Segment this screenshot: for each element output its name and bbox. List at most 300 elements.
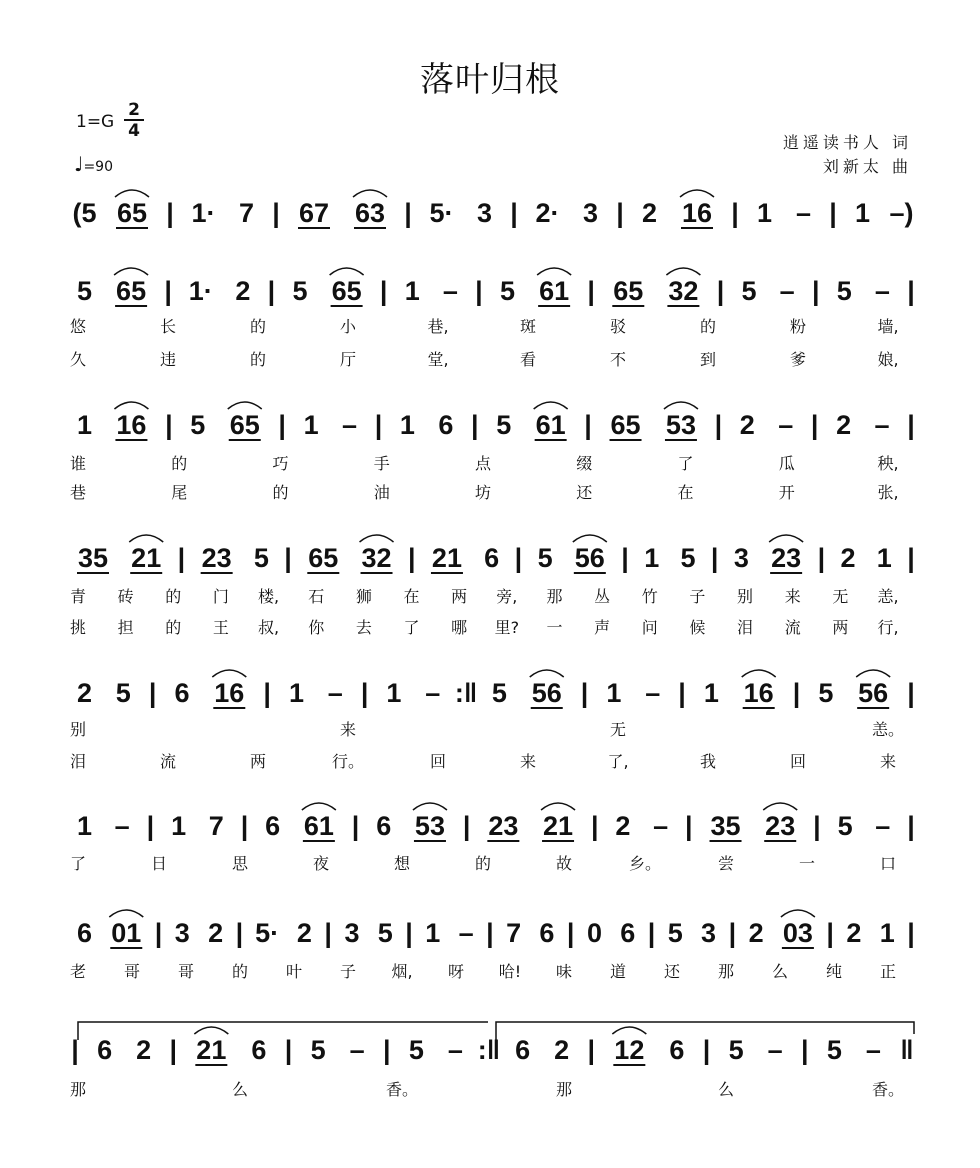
time-signature-top: 2 <box>124 101 144 121</box>
barline: | <box>374 410 383 440</box>
lyric-syllable: 楼, <box>258 587 280 606</box>
notation-line <box>0 193 980 233</box>
lyric-syllable: 去 <box>355 618 372 637</box>
note-group: – <box>778 410 794 440</box>
note-group: – <box>865 1035 881 1065</box>
note-group: 61 <box>539 276 570 306</box>
note-group: – <box>645 678 661 708</box>
barline: | <box>486 918 494 948</box>
note-group: 3 <box>582 198 599 228</box>
note-group: 6 <box>484 543 500 573</box>
note-group: 6 <box>251 1035 267 1065</box>
note-group: 7 <box>506 918 522 948</box>
note-group: 67 <box>298 198 330 228</box>
tempo-value: =90 <box>83 159 113 175</box>
note-group: 1 <box>404 276 420 306</box>
barline: | <box>811 276 820 306</box>
lyric-syllable: 来 <box>519 752 537 771</box>
barline: | <box>462 811 471 841</box>
lyric-syllable: 担 <box>117 618 134 637</box>
lyric-syllable: 子 <box>339 962 357 981</box>
notation-line <box>0 405 980 445</box>
lyric-syllable: 么 <box>231 1080 249 1099</box>
note-group: – <box>447 1035 463 1065</box>
note-group: 1 <box>703 678 719 708</box>
lyric-syllable: 驳 <box>609 317 627 336</box>
lyric-syllable: 违 <box>159 350 177 369</box>
note-group: 32 <box>361 543 392 573</box>
note-group: 1· <box>188 276 213 306</box>
lyric-syllable: 叔, <box>258 618 280 637</box>
note-group: 5 <box>667 918 683 948</box>
note-group: 23 <box>488 811 519 841</box>
note-group: 6 <box>539 918 555 948</box>
note-group: 6 <box>669 1035 685 1065</box>
lyric-syllable: 的 <box>231 962 249 981</box>
barline: | <box>404 198 412 228</box>
note-group: 1 <box>606 678 622 708</box>
barline: | <box>702 1035 711 1065</box>
note-group: 7 <box>208 811 224 841</box>
lyric-syllable: 道 <box>609 962 627 981</box>
lyric-syllable: 堂, <box>427 350 449 369</box>
note-group: 1 <box>76 811 93 841</box>
note-group: 2 <box>235 276 251 306</box>
lyric-syllable: 了 <box>677 454 694 473</box>
lyric-syllable: 故 <box>555 854 573 873</box>
barline: | <box>907 276 915 306</box>
note-group: 3 <box>476 198 493 228</box>
note-group: 2 <box>615 811 631 841</box>
note-group: 5 <box>76 276 93 306</box>
lyric-syllable: 那 <box>546 587 563 606</box>
note-group: 65 <box>116 198 148 228</box>
lyric-syllable: 爹 <box>789 350 807 369</box>
note-group: 1 <box>386 678 402 708</box>
barline: | <box>272 198 280 228</box>
barline: | <box>263 678 271 708</box>
barline: | <box>714 410 723 440</box>
lyric-syllable: 香。 <box>871 1080 905 1099</box>
note-group: 1 <box>854 198 871 228</box>
barline: :‖ <box>454 678 478 708</box>
lyric-syllable: 斑 <box>519 317 537 336</box>
lyric-syllable: 回 <box>429 752 447 771</box>
barline: | <box>800 1035 809 1065</box>
song-title: 落叶归根 <box>420 60 560 100</box>
lyric-line <box>0 348 980 372</box>
note-group: 23 <box>771 543 802 573</box>
lyric-syllable: 悠 <box>69 317 87 336</box>
lyric-syllable: 味 <box>555 962 573 981</box>
note-group: 5 <box>491 678 507 708</box>
barline: | <box>907 410 915 440</box>
note-group: 5 <box>680 543 696 573</box>
lyric-syllable: 烟, <box>391 962 413 981</box>
lyric-syllable: 哪 <box>451 618 468 637</box>
barline: | <box>907 678 915 708</box>
note-group: 5 <box>408 1035 424 1065</box>
lyric-syllable: 泪 <box>69 752 87 771</box>
lyric-syllable: 坊 <box>474 483 492 502</box>
lyric-syllable: 里? <box>494 618 520 637</box>
barline: | <box>907 918 915 948</box>
note-group: 53 <box>414 811 445 841</box>
note-group: – <box>458 918 474 948</box>
note-group: 2 <box>136 1035 152 1065</box>
barline: | <box>324 918 332 948</box>
lyric-syllable: 两 <box>249 752 267 771</box>
lyric-syllable: 巷, <box>427 317 449 336</box>
barline: | <box>817 543 826 573</box>
note-group: 3 <box>174 918 190 948</box>
lyric-syllable: 两 <box>832 618 849 637</box>
barline: :‖ <box>477 1035 501 1065</box>
note-group: 61 <box>303 811 334 841</box>
lyric-syllable: 那 <box>69 1080 87 1099</box>
lyric-syllable: 看 <box>519 350 537 369</box>
lyric-line <box>0 315 980 339</box>
lyric-syllable: 了, <box>607 752 629 771</box>
lyric-syllable: 流 <box>159 752 177 771</box>
lyric-line <box>0 960 980 984</box>
note-group: – <box>767 1035 783 1065</box>
barline: | <box>235 918 244 948</box>
lyric-line <box>0 481 980 505</box>
note-group: 23 <box>765 811 796 841</box>
lyric-syllable: 流 <box>784 618 801 637</box>
lyric-syllable: 来 <box>339 720 357 739</box>
lyric-syllable: 张, <box>877 483 899 502</box>
barline: | <box>810 410 819 440</box>
note-group: 01 <box>111 918 142 948</box>
barline: | <box>240 811 249 841</box>
note-group: 35 <box>710 811 741 841</box>
note-group: 65 <box>116 276 147 306</box>
lyric-syllable: 的 <box>165 618 182 637</box>
notation-line <box>0 538 980 578</box>
lyric-syllable: 那 <box>717 962 735 981</box>
lyric-syllable: 门 <box>212 587 229 606</box>
quarter-note-icon: ♩ <box>74 152 84 176</box>
barline: | <box>514 543 523 573</box>
lyric-syllable: 不 <box>609 350 627 369</box>
note-group: 35 <box>77 543 109 573</box>
note-group: 16 <box>116 410 147 440</box>
lyric-syllable: 石 <box>308 587 325 606</box>
lyric-syllable: 瓜 <box>778 454 795 473</box>
barline: | <box>716 276 725 306</box>
note-group: 6 <box>620 918 636 948</box>
note-group: 21 <box>196 1035 227 1065</box>
lyric-syllable: 的 <box>171 454 188 473</box>
note-group: 21 <box>431 543 462 573</box>
barline: | <box>907 811 915 841</box>
note-group: 5· <box>255 918 280 948</box>
note-group: 2 <box>846 918 862 948</box>
lyric-syllable: 丛 <box>594 587 611 606</box>
note-group: 5 <box>377 918 393 948</box>
barline: | <box>165 410 173 440</box>
lyric-line <box>0 750 980 774</box>
time-signature-bottom: 4 <box>128 121 140 141</box>
note-group: 12 <box>614 1035 645 1065</box>
lyric-syllable: 青 <box>69 587 87 606</box>
barline: | <box>169 1035 178 1065</box>
barline: | <box>164 276 172 306</box>
note-group: 2 <box>296 918 312 948</box>
barline: | <box>826 918 834 948</box>
lyric-syllable: 哥 <box>123 962 141 981</box>
note-group: 56 <box>858 678 889 708</box>
lyric-syllable: 油 <box>373 483 390 502</box>
note-group: (5 <box>72 198 97 228</box>
notation-line <box>0 913 980 953</box>
note-group: – <box>342 410 358 440</box>
lyric-syllable: 一 <box>546 618 563 637</box>
note-group: 65 <box>229 410 260 440</box>
note-group: 1 <box>879 918 895 948</box>
note-group: 65 <box>613 276 644 306</box>
note-group: 23 <box>201 543 232 573</box>
note-group: 5 <box>836 276 852 306</box>
note-group: 53 <box>665 410 696 440</box>
lyric-syllable: 了 <box>69 854 87 873</box>
note-group: 5 <box>500 276 516 306</box>
note-group: – <box>653 811 669 841</box>
lyric-syllable: 王 <box>212 618 229 637</box>
barline: | <box>685 811 693 841</box>
note-group: 1 <box>288 678 304 708</box>
lyric-syllable: 巷 <box>69 483 87 502</box>
note-group: 7 <box>238 198 255 228</box>
lyric-syllable: 我 <box>699 752 717 771</box>
lyric-syllable: 谁 <box>69 454 87 473</box>
lyric-syllable: 的 <box>474 854 492 873</box>
note-group: 3 <box>733 543 749 573</box>
lyric-syllable: 你 <box>308 618 325 637</box>
lyric-syllable: 秧, <box>877 454 899 473</box>
barline: | <box>267 276 276 306</box>
lyric-syllable: 厅 <box>339 350 357 369</box>
note-group: 1 <box>76 410 93 440</box>
note-group: 2 <box>554 1035 570 1065</box>
barline: | <box>587 276 595 306</box>
barline: | <box>379 276 388 306</box>
note-group: 63 <box>354 198 386 228</box>
lyric-syllable: 叶 <box>285 962 303 981</box>
lyric-syllable: 挑 <box>69 618 87 637</box>
note-group: 21 <box>131 543 162 573</box>
barline: | <box>148 678 157 708</box>
note-group: 1 <box>425 918 441 948</box>
lyric-syllable: 狮 <box>355 587 372 606</box>
note-group: 1 <box>171 811 187 841</box>
barline: | <box>471 410 479 440</box>
lyric-syllable: 老 <box>69 962 87 981</box>
barline: | <box>907 543 915 573</box>
note-group: 1· <box>191 198 216 228</box>
note-group: 5 <box>292 276 308 306</box>
note-group: 5 <box>728 1035 744 1065</box>
lyric-syllable: 的 <box>272 483 289 502</box>
lyric-syllable: 的 <box>699 317 717 336</box>
lyric-syllable: 在 <box>677 483 694 502</box>
note-group: 2 <box>836 410 852 440</box>
lyric-syllable: 无 <box>609 720 627 739</box>
lyric-syllable: 的 <box>165 587 182 606</box>
lyric-syllable: 香。 <box>385 1080 419 1099</box>
lyric-syllable: 回 <box>789 752 807 771</box>
lyric-line <box>0 1078 980 1102</box>
note-group: 3 <box>344 918 360 948</box>
note-group: – <box>795 198 812 228</box>
lyric-syllable: 小 <box>339 317 357 336</box>
lyric-syllable: 声 <box>594 618 611 637</box>
note-group: 1 <box>756 198 773 228</box>
note-group: 56 <box>574 543 605 573</box>
lyric-syllable: 还 <box>576 483 593 502</box>
barline: | <box>284 543 292 573</box>
lyric-syllable: 的 <box>249 350 267 369</box>
note-group: 5 <box>253 543 269 573</box>
note-group: 6 <box>376 811 392 841</box>
lyric-syllable: 乡。 <box>628 854 662 873</box>
barline: | <box>146 811 155 841</box>
lyric-syllable: 恙。 <box>871 720 905 739</box>
lyric-syllable: 泪 <box>737 618 754 637</box>
note-group: 5 <box>837 811 853 841</box>
note-group: 6 <box>265 811 281 841</box>
note-group: 5 <box>537 543 553 573</box>
lyric-line <box>0 718 980 742</box>
lyric-syllable: 行。 <box>331 752 365 771</box>
lyric-line <box>0 585 980 609</box>
lyric-syllable: 巧 <box>272 454 289 473</box>
lyric-syllable: 手 <box>373 454 390 473</box>
barline: | <box>728 918 737 948</box>
note-group: 32 <box>668 276 699 306</box>
lyric-syllable: 的 <box>249 317 267 336</box>
barline: | <box>566 918 575 948</box>
note-group: 5 <box>310 1035 326 1065</box>
note-group: – <box>779 276 795 306</box>
note-group: 21 <box>543 811 574 841</box>
note-group: 2· <box>535 198 560 228</box>
barline: | <box>587 1035 596 1065</box>
note-group: 5 <box>115 678 131 708</box>
lyric-syllable: 粉 <box>789 317 807 336</box>
lyric-syllable: 一 <box>798 854 816 873</box>
barline: | <box>731 198 739 228</box>
lyric-syllable: 竹 <box>641 587 658 606</box>
note-group: 56 <box>531 678 562 708</box>
barline: ‖ <box>900 1035 914 1065</box>
lyric-syllable: 正 <box>879 962 897 981</box>
lyric-line <box>0 852 980 876</box>
lyric-syllable: 日 <box>150 854 168 873</box>
notation-line <box>0 1030 980 1070</box>
note-group: 6 <box>515 1035 531 1065</box>
note-group: 6 <box>438 410 454 440</box>
barline: | <box>647 918 656 948</box>
lyric-syllable: 思 <box>231 854 249 873</box>
note-group: 5 <box>190 410 206 440</box>
lyric-syllable: 么 <box>717 1080 735 1099</box>
lyric-syllable: 别 <box>69 720 87 739</box>
barline: | <box>584 410 592 440</box>
barline: | <box>407 543 416 573</box>
note-group: 5 <box>818 678 834 708</box>
lyric-syllable: 到 <box>699 350 717 369</box>
lyric-syllable: 尾 <box>171 483 188 502</box>
lyric-syllable: 长 <box>159 317 177 336</box>
lyric-syllable: 砖 <box>117 587 134 606</box>
note-group: – <box>442 276 458 306</box>
lyric-syllable: 了 <box>403 618 420 637</box>
lyric-syllable: 开 <box>778 483 795 502</box>
note-group: – <box>425 678 441 708</box>
barline: | <box>405 918 413 948</box>
tempo-mark <box>74 152 113 176</box>
note-group: 2 <box>739 410 755 440</box>
lyric-syllable: 呀 <box>447 962 465 981</box>
lyric-syllable: 久 <box>69 350 87 369</box>
note-group: 61 <box>535 410 566 440</box>
barline: | <box>71 1035 79 1065</box>
note-group: 3 <box>701 918 717 948</box>
barline: | <box>278 410 286 440</box>
notation-line <box>0 271 980 311</box>
lyric-syllable: 还 <box>663 962 681 981</box>
note-group: – <box>349 1035 365 1065</box>
key-signature: 1=G <box>76 112 115 132</box>
barline: | <box>621 543 629 573</box>
lyric-syllable: 无 <box>832 587 849 606</box>
note-group: 6 <box>174 678 190 708</box>
note-group: 2 <box>76 678 93 708</box>
note-group: 2 <box>748 918 764 948</box>
barline: | <box>580 678 589 708</box>
lyric-syllable: 点 <box>474 454 492 473</box>
barline: | <box>792 678 801 708</box>
note-group: 16 <box>681 198 713 228</box>
note-group: 2 <box>840 543 856 573</box>
lyric-syllable: 两 <box>451 587 468 606</box>
note-group: 65 <box>610 410 641 440</box>
note-group: 0 <box>586 918 602 948</box>
note-group: 5 <box>741 276 757 306</box>
note-group: 6 <box>76 918 93 948</box>
lyric-syllable: 纯 <box>825 962 843 981</box>
note-group: 1 <box>303 410 319 440</box>
composer-credit: 刘新太 曲 <box>822 157 912 176</box>
notation-line <box>0 806 980 846</box>
lyric-syllable: 行, <box>877 618 899 637</box>
note-group: 5· <box>429 198 454 228</box>
note-group: – <box>327 678 343 708</box>
note-group: 5 <box>826 1035 842 1065</box>
lyric-syllable: 哈! <box>498 962 522 981</box>
lyric-syllable: 问 <box>641 618 658 637</box>
lyric-syllable: 么 <box>771 962 789 981</box>
lyric-syllable: 夜 <box>312 854 330 873</box>
barline: | <box>284 1035 293 1065</box>
lyric-syllable: 恙, <box>877 587 899 606</box>
lyric-syllable: 缀 <box>576 454 593 473</box>
note-group: 2 <box>641 198 658 228</box>
note-group: – <box>114 811 130 841</box>
